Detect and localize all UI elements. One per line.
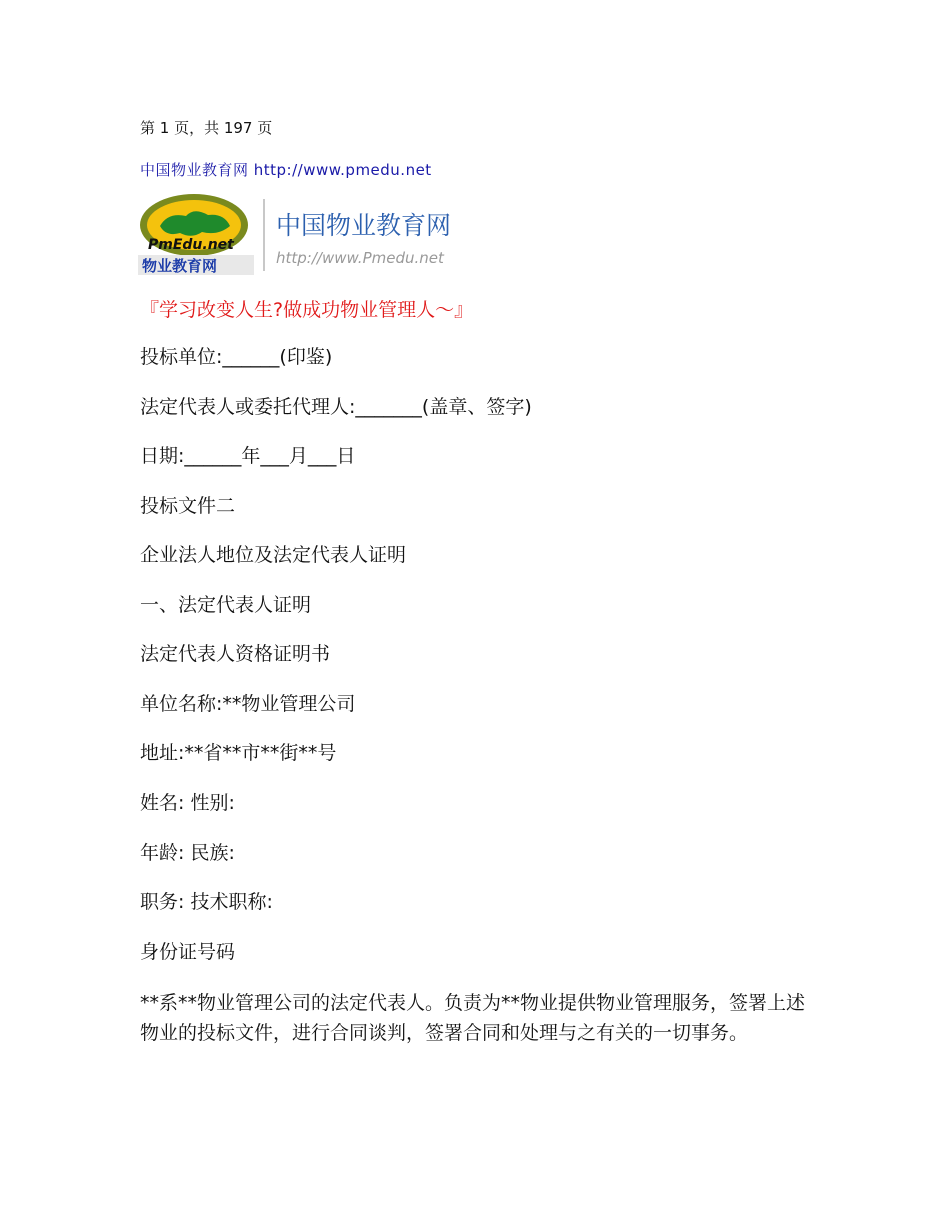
position-title-line: 职务: 技术职称: (140, 891, 273, 913)
body-paragraph: **系**物业管理公司的法定代表人。负责为**物业提供物业管理服务，签署上述物业的投标文件，进行合同谈判，签署合同和处理与之有关的一切事务。 (140, 992, 806, 1044)
logo-site-name: 中国物业教育网 (276, 211, 452, 240)
logo-badge-caption: 物业教育网 (142, 257, 218, 275)
id-number-line: 身份证号码 (140, 941, 236, 963)
date-line: 日期:______年___月___日 (140, 445, 356, 467)
site-link[interactable]: 中国物业教育网 http://www.pmedu.net (140, 161, 432, 179)
page-number: 第 1 页，共 197 页 (140, 119, 273, 137)
bidder-line: 投标单位:______(印鉴) (140, 346, 333, 368)
section-title: 投标文件二 (140, 495, 236, 517)
age-ethnicity-line: 年龄: 民族: (140, 842, 235, 864)
name-gender-line: 姓名: 性别: (140, 792, 235, 814)
subsection-heading: 一、法定代表人证明 (140, 594, 312, 616)
slogan: 『学习改变人生?做成功物业管理人～』 (140, 299, 474, 321)
company-name-line: 单位名称:**物业管理公司 (140, 693, 356, 715)
address-line: 地址:**省**市**街**号 (140, 742, 337, 764)
pmedu-logo (138, 193, 468, 275)
logo-site-url: http://www.Pmedu.net (276, 249, 444, 267)
logo-badge-text: PmEdu.net (148, 237, 234, 253)
section-subtitle: 企业法人地位及法定代表人证明 (140, 544, 407, 566)
certificate-title: 法定代表人资格证明书 (140, 643, 331, 665)
representative-line: 法定代表人或委托代理人:_______(盖章、签字) (140, 396, 532, 418)
